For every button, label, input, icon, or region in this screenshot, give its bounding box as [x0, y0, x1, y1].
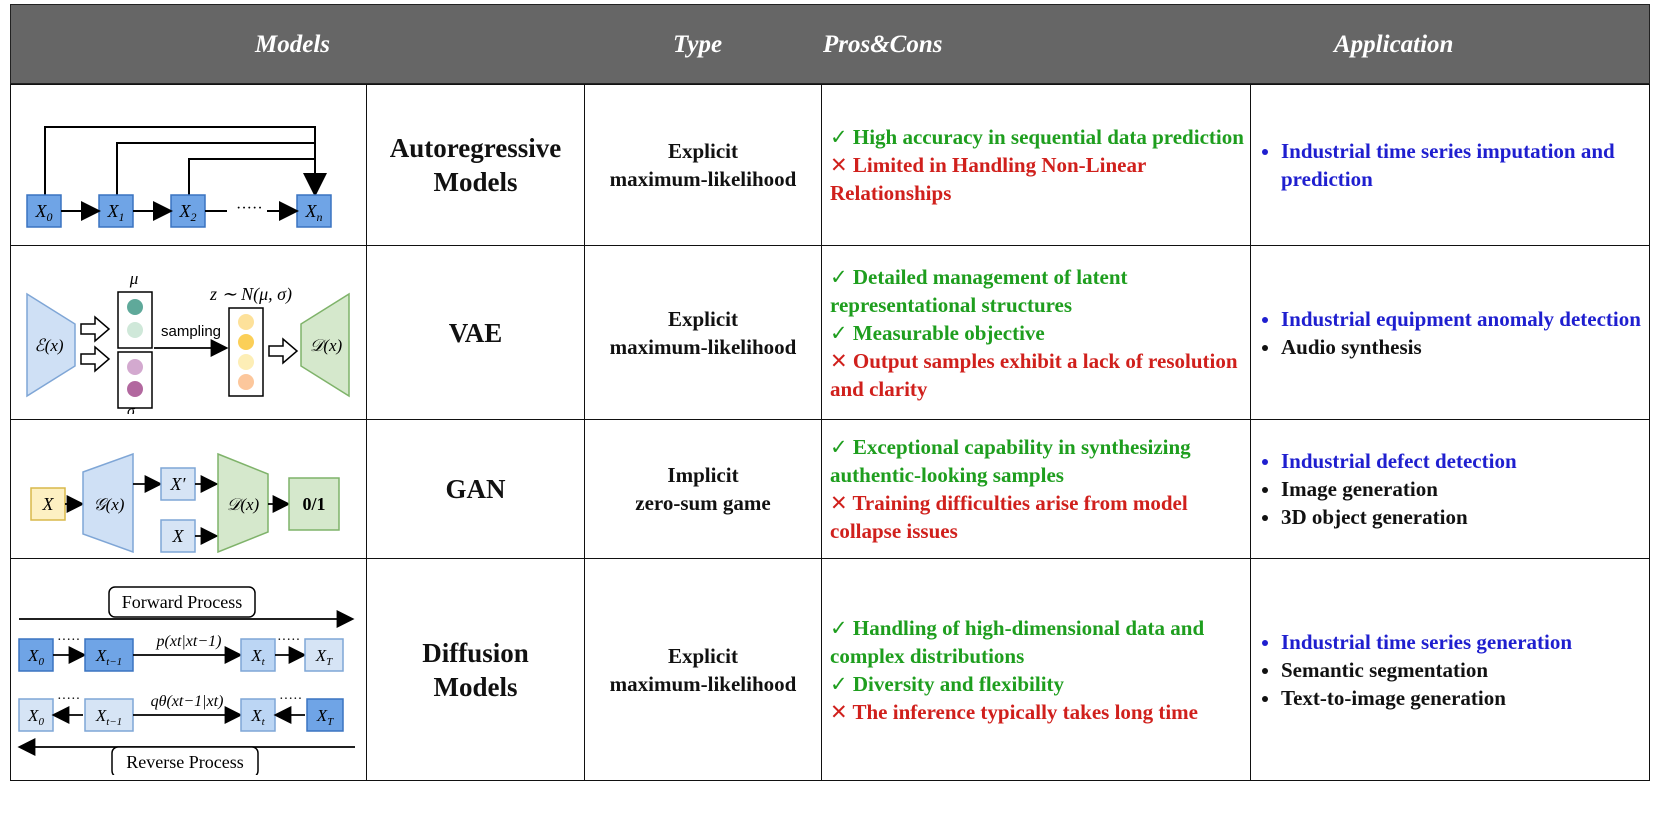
- check-icon: ✓: [830, 320, 848, 345]
- svg-text:Xt−1: $X_{t-1}$: [95, 646, 123, 668]
- diffusion-diagram-cell: [11, 559, 367, 781]
- cross-icon: ✕: [830, 699, 848, 724]
- svg-text:X2: $X_2$: [179, 201, 197, 224]
- application-item: • Semantic segmentation: [1281, 656, 1649, 684]
- svg-text:·····: ·····: [279, 692, 303, 707]
- table-row-autoregressive: [11, 85, 1650, 246]
- gan-diagram: [11, 420, 366, 553]
- header-pros-cons: Pros&Cons: [823, 31, 943, 58]
- cross-icon: ✕: [830, 153, 848, 177]
- diffusion-diagram: [11, 559, 366, 775]
- reverse-transition-label: qθ(xt−1|xt): [150, 693, 224, 710]
- svg-text:X: X: [172, 526, 184, 546]
- table-row-diffusion: [11, 559, 1650, 781]
- vae-diagram: [11, 246, 366, 414]
- table-row-gan: [11, 420, 1650, 559]
- model-type: Explicit maximum-likelihood: [585, 559, 822, 781]
- forward-transition-label: p(xt|xt−1): [156, 633, 222, 650]
- model-type: Implicit zero-sum game: [585, 420, 822, 559]
- svg-text:·····: ·····: [57, 633, 81, 648]
- svg-text:Xt−1: $X_{t-1}$: [95, 706, 123, 728]
- header-application: Application: [1334, 31, 1454, 58]
- model-name: VAE: [367, 246, 585, 420]
- application-item: • Image generation: [1281, 475, 1649, 503]
- svg-text:0/1: 0/1: [302, 494, 326, 514]
- forward-process-label: Forward Process: [121, 592, 243, 612]
- con-item: ✕ Output samples exhibit a lack of resolution and clarity: [830, 348, 1238, 401]
- application-item: • Industrial time series generation: [1281, 628, 1649, 656]
- application-cell: [1251, 246, 1650, 420]
- autoregressive-diagram: [11, 85, 366, 240]
- application-item: • Industrial defect detection: [1281, 447, 1649, 475]
- sampling-label: sampling: [160, 323, 222, 340]
- check-icon: ✓: [830, 671, 848, 696]
- con-item: ✕ Training difficulties arise from model collapse issues: [830, 491, 1188, 543]
- model-type: Explicit maximum-likelihood: [585, 246, 822, 420]
- pro-item: ✓ Diversity and flexibility: [830, 671, 1065, 696]
- header-models: Models: [255, 31, 330, 58]
- gan-diagram-cell: [11, 420, 367, 559]
- application-item: • Audio synthesis: [1281, 333, 1649, 361]
- pros-cons-cell: [822, 85, 1251, 246]
- autoregressive-diagram-cell: [11, 85, 367, 246]
- reverse-process-label: Reverse Process: [126, 752, 244, 772]
- pro-item: ✓ Handling of high-dimensional data and complex distributions: [830, 615, 1205, 668]
- table-row-vae: [11, 246, 1650, 420]
- application-item: • 3D object generation: [1281, 503, 1649, 531]
- svg-text:X1: $X_1$: [107, 201, 125, 224]
- check-icon: ✓: [830, 264, 848, 289]
- svg-text:X0: $X_0$: [35, 201, 53, 224]
- svg-text:X0: $X_0$: [28, 646, 44, 668]
- svg-text:𝒢(x): 𝒢(x): [93, 495, 125, 514]
- pro-item: ✓ Detailed management of latent representational structures: [830, 264, 1128, 317]
- con-item: ✕ Limited in Handling Non-Linear Relationships: [830, 153, 1146, 205]
- pro-item: ✓ Exceptional capability in synthesizing authentic-looking samples: [830, 435, 1191, 487]
- application-item: • Text-to-image generation: [1281, 684, 1649, 712]
- table-body: [10, 84, 1650, 781]
- svg-text:Xn: $X_n$: [305, 201, 323, 224]
- svg-text:Xt: $X_t$: [251, 646, 265, 668]
- pro-item: ✓ High accuracy in sequential data prediction: [830, 125, 1244, 149]
- application-item: • Industrial time series imputation and prediction: [1281, 137, 1649, 193]
- pros-cons-cell: [822, 420, 1251, 559]
- svg-text:𝒟(x): 𝒟(x): [309, 336, 343, 355]
- svg-text:XT: $X_T$: [315, 646, 333, 668]
- application-cell: [1251, 85, 1650, 246]
- cross-icon: ✕: [830, 491, 848, 515]
- svg-text:ℰ(x): ℰ(x): [34, 336, 64, 355]
- mu-label: μ: [129, 269, 139, 288]
- application-cell: [1251, 420, 1650, 559]
- pros-cons-cell: [822, 559, 1251, 781]
- sigma-label: σ: [127, 403, 135, 414]
- svg-text:XT: $X_T$: [316, 706, 334, 728]
- model-name: Autoregressive Models: [367, 85, 585, 246]
- model-name: Diffusion Models: [367, 559, 585, 781]
- svg-text:·····: ·····: [57, 692, 81, 707]
- application-cell: [1251, 559, 1650, 781]
- table-header: [10, 4, 1650, 84]
- svg-text:𝒟(x): 𝒟(x): [226, 495, 260, 514]
- svg-text:X′: X′: [170, 474, 186, 494]
- model-type: Explicit maximum-likelihood: [585, 85, 822, 246]
- cross-icon: ✕: [830, 348, 848, 373]
- vae-diagram-cell: [11, 246, 367, 420]
- check-icon: ✓: [830, 125, 848, 149]
- ellipsis: ·····: [236, 200, 263, 217]
- header-type: Type: [673, 31, 723, 58]
- svg-text:Xt: $X_t$: [251, 706, 265, 728]
- latent-label: z ∼ N(μ, σ): [210, 284, 292, 304]
- application-item: • Industrial equipment anomaly detection: [1281, 305, 1649, 333]
- check-icon: ✓: [830, 615, 848, 640]
- check-icon: ✓: [830, 435, 848, 459]
- svg-text:·····: ·····: [277, 633, 301, 648]
- model-comparison-table: [10, 4, 1650, 806]
- model-name: GAN: [367, 420, 585, 559]
- svg-text:X: X: [42, 494, 54, 514]
- svg-text:X0: $X_0$: [28, 706, 44, 728]
- pro-item: ✓ Measurable objective: [830, 320, 1045, 345]
- pros-cons-cell: [822, 246, 1251, 420]
- con-item: ✕ The inference typically takes long time: [830, 699, 1198, 724]
